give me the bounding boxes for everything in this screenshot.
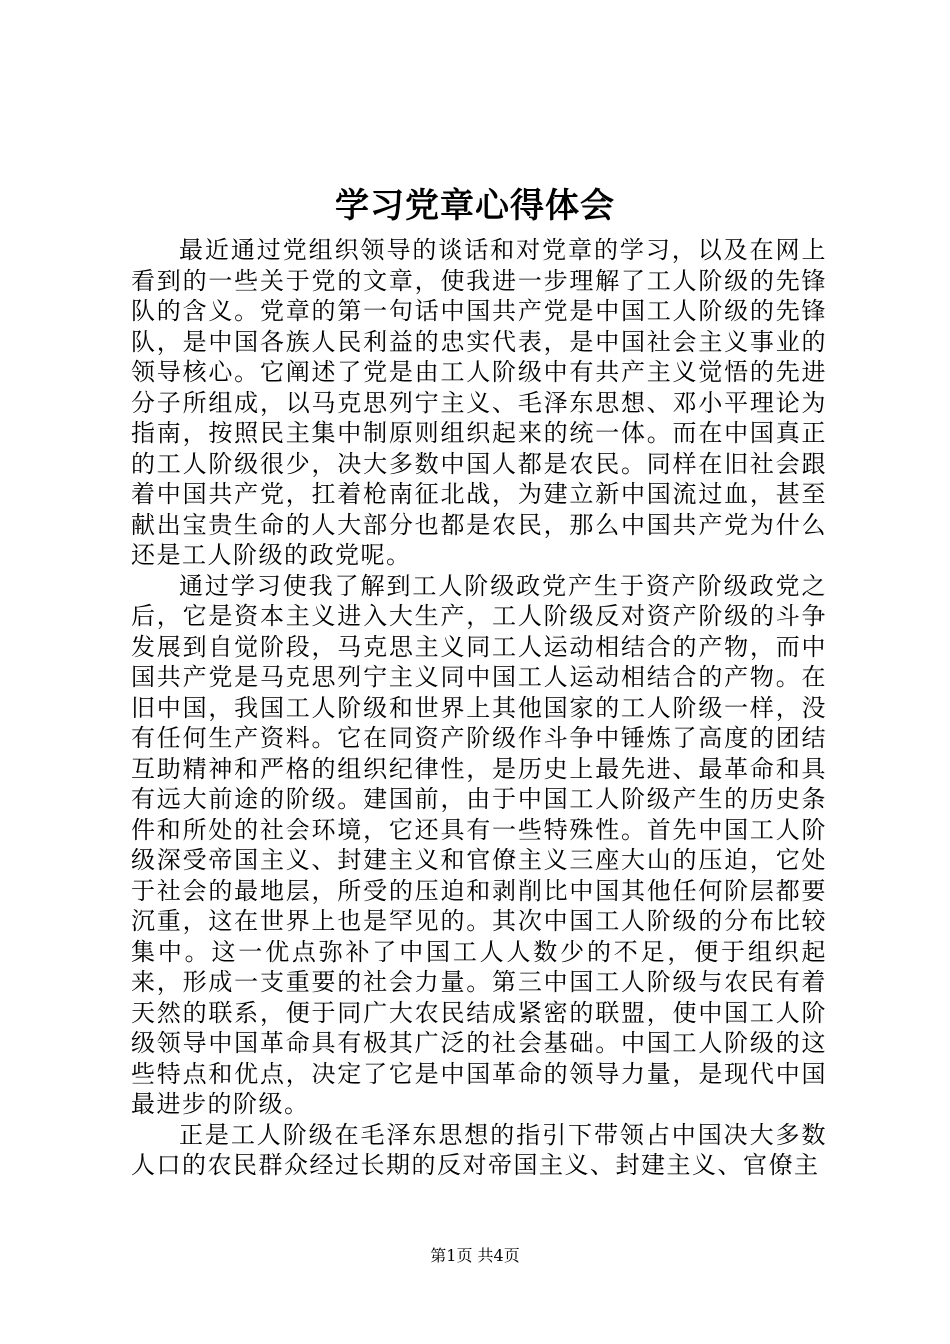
page-footer: 第1页 共4页 bbox=[430, 1246, 520, 1265]
paragraph-2: 通过学习使我了解到工人阶级政党产生于资产阶级政党之后，它是资本主义进入大生产，工人阶级反对资产阶级的斗争发展到自觉阶段，马克思主义同工人运动相结合的产物，而中国共产党是马克思列宁主义同中国工人运动相结合的产物。在旧中国，我国工人阶级和世界上其他国家的工人阶级一样，没有任何生产资料。它在同资产阶级作斗争中锤炼了高度的团结互助精神和严格的组织纪律性，是历史上最先进、最革命和具有远大前途的阶级。建国前，由于中国工人阶级产生的历史条件和所处的社会环境，它还具有一些特殊性。首先中国工人阶级深受帝国主义、封建主义和官僚主义三座大山的压迫，它处于社会的最地层，所受的压迫和剥削比中国其他任何阶层都要沉重，这在世界上也是罕见的。其次中国工人阶级的分布比较集中。这一优点弥补了中国工人人数少的不足，便于组织起来，形成一支重要的社会力量。第三中国工人阶级与农民有着天然的联系，便于同广大农民结成紧密的联盟，使中国工人阶级领导中国革命具有极其广泛的社会基础。中国工人阶级的这些特点和优点，决定了它是中国革命的领导力量，是现代中国最进步的阶级。 bbox=[131, 571, 827, 1118]
document-body bbox=[131, 235, 827, 1181]
paragraph-3: 正是工人阶级在毛泽东思想的指引下带领占中国决大多数人口的农民群众经过长期的反对帝国主义、封建主义、官僚主 bbox=[131, 1120, 827, 1179]
document-title: 学习党章心得体会 bbox=[335, 186, 615, 226]
paragraph-1: 最近通过党组织领导的谈话和对党章的学习，以及在网上看到的一些关于党的文章，使我进一步理解了工人阶级的先锋队的含义。党章的第一句话中国共产党是中国工人阶级的先锋队，是中国各族人民利益的忠实代表，是中国社会主义事业的领导核心。它阐述了党是由工人阶级中有共产主义觉悟的先进分子所组成，以马克思列宁主义、毛泽东思想、邓小平理论为指南，按照民主集中制原则组织起来的统一体。而在中国真正的工人阶级很少，决大多数中国人都是农民。同样在旧社会跟着中国共产党，扛着枪南征北战，为建立新中国流过血，甚至献出宝贵生命的人大部分也都是农民，那么中国共产党为什么还是工人阶级的政党呢。 bbox=[131, 236, 827, 569]
